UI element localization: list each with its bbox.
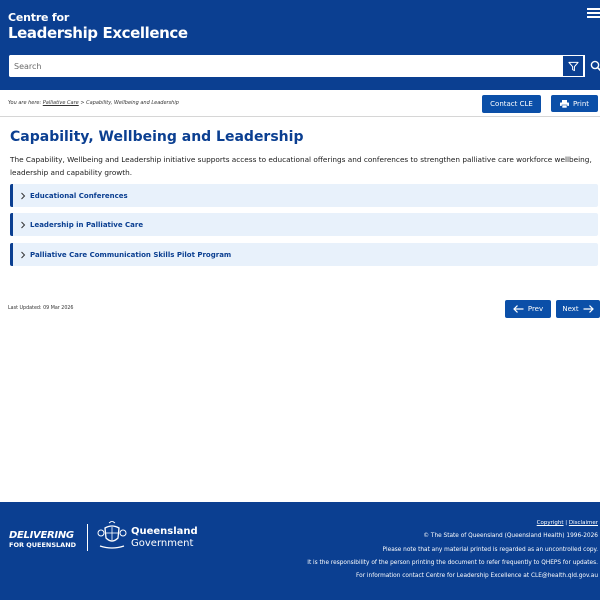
disclaimer-link[interactable]: Disclaimer — [568, 520, 598, 526]
footer-copyright-text: © The State of Queensland (Queensland Health) 1996-2026 — [423, 533, 598, 539]
accordion-label: Palliative Care Communication Skills Pilot Program — [30, 250, 232, 259]
last-updated: Last Updated: 09 Mar 2026 — [8, 306, 74, 311]
accordion-communication-skills-pilot[interactable] — [10, 243, 598, 266]
print-button[interactable] — [551, 95, 598, 112]
copyright-link[interactable]: Copyright — [536, 520, 564, 526]
breadcrumb-prefix: You are here: — [8, 100, 42, 106]
contact-cle-button[interactable] — [482, 95, 541, 113]
hamburger-menu-icon[interactable] — [587, 8, 600, 19]
next-label: Next — [562, 305, 579, 313]
breadcrumb — [8, 100, 179, 106]
breadcrumb-separator: > — [80, 100, 85, 106]
footer-uncontrolled-copy-text: Please note that any material printed is regarded as an uncontrolled copy. — [382, 547, 598, 553]
print-label: Print — [572, 99, 590, 108]
footer-logo-divider — [87, 524, 88, 551]
breadcrumb-link-palliative-care[interactable]: Palliative Care — [42, 100, 79, 106]
chevron-right-icon — [19, 221, 27, 229]
search-button[interactable] — [585, 55, 600, 77]
delivering-logo-subtext: FOR QUEENSLAND — [9, 541, 77, 549]
search-input[interactable] — [9, 55, 552, 77]
accordion-label: Leadership in Palliative Care — [30, 220, 144, 229]
breadcrumb-current: Capability, Wellbeing and Leadership — [86, 100, 179, 106]
printer-icon — [560, 100, 569, 108]
delivering-logo-text: DELIVERING — [9, 530, 74, 541]
site-header — [0, 0, 600, 90]
filter-button[interactable] — [562, 55, 584, 77]
arrow-right-icon — [583, 305, 594, 313]
search-bar — [9, 55, 598, 77]
queensland-crest-icon — [96, 521, 128, 551]
footer-links — [537, 520, 598, 526]
search-icon — [590, 60, 600, 72]
filter-icon — [568, 61, 579, 72]
footer-contact-text: For information contact Centre for Leadership Excellence at CLE@health.qld.gov.au — [356, 573, 598, 579]
brand-title-line1[interactable]: Centre for — [8, 11, 70, 24]
page-title: Capability, Wellbeing and Leadership — [10, 129, 304, 145]
brand-title-line2[interactable]: Leadership Excellence — [8, 24, 188, 42]
arrow-left-icon — [513, 305, 524, 313]
chevron-right-icon — [19, 192, 27, 200]
prev-button[interactable] — [505, 300, 551, 318]
prev-label: Prev — [527, 305, 544, 313]
footer-link-separator: | — [565, 520, 568, 526]
accordion-label: Educational Conferences — [30, 191, 128, 200]
intro-paragraph: The Capability, Wellbeing and Leadership initiative supports access to educational offerings and conferences to strengthen palliative care workforce wellbeing, leadership and capability growth. — [10, 155, 592, 177]
accordion-leadership-in-palliative-care[interactable] — [10, 213, 598, 236]
chevron-right-icon — [19, 251, 27, 259]
queensland-gov-name: Queensland — [131, 526, 198, 537]
next-button[interactable] — [556, 300, 600, 318]
accordion-educational-conferences[interactable] — [10, 184, 598, 207]
contact-cle-label: Contact CLE — [490, 100, 533, 108]
footer-responsibility-text: It is the responsibility of the person printing the document to refer frequently to QHEPS for updates. — [307, 560, 598, 566]
queensland-gov-subname: Government — [131, 538, 194, 549]
